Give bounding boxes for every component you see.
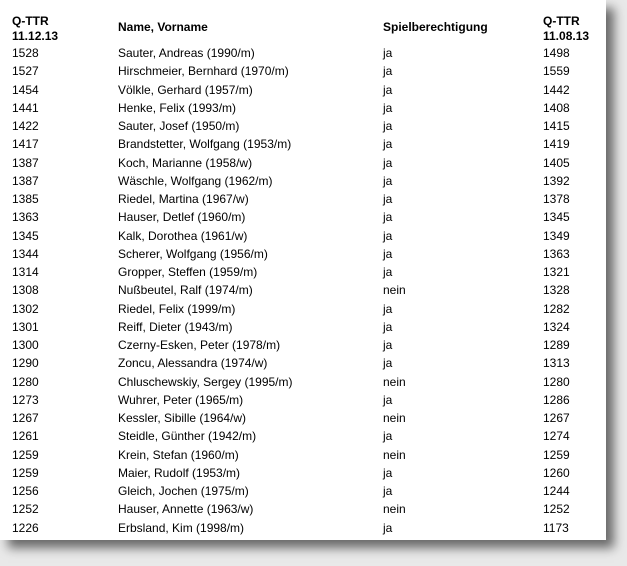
cell-qttr-old: 1289 [543, 338, 570, 353]
cell-qttr-old: 1415 [543, 119, 570, 134]
cell-name: Riedel, Martina (1967/w) [118, 192, 249, 207]
cell-qttr-old: 1498 [543, 46, 570, 61]
cell-qttr-new: 1259 [12, 447, 39, 462]
table-header [12, 8, 603, 44]
cell-name: Wäschle, Wolfgang (1962/m) [118, 173, 273, 188]
cell-qttr-new: 1273 [12, 392, 39, 407]
table-row [12, 263, 603, 281]
cell-eligibility: ja [383, 119, 393, 134]
ranking-table [12, 8, 603, 537]
cell-qttr-new: 1422 [12, 119, 39, 134]
cell-name: Krein, Stefan (1960/m) [118, 447, 239, 462]
cell-name: Riedel, Felix (1999/m) [118, 301, 236, 316]
cell-eligibility: ja [383, 392, 393, 407]
table-row [12, 336, 603, 354]
header-qttr-new-label: Q-TTR [12, 14, 49, 28]
cell-qttr-new: 1300 [12, 338, 39, 353]
table-row [12, 117, 603, 135]
table-row [12, 44, 603, 62]
table-row [12, 99, 603, 117]
table-row [12, 190, 603, 208]
cell-eligibility: ja [383, 465, 393, 480]
cell-qttr-old: 1345 [543, 210, 570, 225]
cell-qttr-old: 1280 [543, 374, 570, 389]
cell-eligibility: ja [383, 338, 393, 353]
cell-qttr-old: 1324 [543, 319, 570, 334]
header-qttr-new-date: 11.12.13 [12, 29, 59, 43]
cell-qttr-new: 1417 [12, 137, 39, 152]
cell-qttr-new: 1252 [12, 502, 39, 517]
cell-eligibility: nein [383, 502, 406, 517]
cell-name: Hirschmeier, Bernhard (1970/m) [118, 64, 289, 79]
table-row [12, 172, 603, 190]
header-qttr-new [12, 8, 118, 44]
cell-qttr-new: 1302 [12, 301, 39, 316]
header-name: Name, Vorname [118, 19, 208, 34]
cell-name: Kalk, Dorothea (1961/w) [118, 228, 248, 243]
cell-eligibility: nein [383, 374, 406, 389]
cell-qttr-old: 1267 [543, 411, 570, 426]
cell-name: Sauter, Andreas (1990/m) [118, 46, 255, 61]
cell-qttr-new: 1226 [12, 520, 39, 535]
cell-qttr-new: 1345 [12, 228, 39, 243]
table-body [12, 44, 603, 537]
cell-name: Koch, Marianne (1958/w) [118, 155, 253, 170]
table-row [12, 446, 603, 464]
cell-eligibility: ja [383, 173, 393, 188]
cell-qttr-old: 1282 [543, 301, 570, 316]
cell-name: Maier, Rudolf (1953/m) [118, 465, 241, 480]
cell-eligibility: ja [383, 64, 393, 79]
cell-qttr-old: 1173 [543, 520, 569, 535]
table-row [12, 482, 603, 500]
cell-name: Gleich, Jochen (1975/m) [118, 484, 249, 499]
cell-name: Hauser, Detlef (1960/m) [118, 210, 246, 225]
cell-name: Chluschewskiy, Sergey (1995/m) [118, 374, 293, 389]
table-row [12, 81, 603, 99]
header-qttr-old-date: 11.08.13 [543, 29, 590, 43]
cell-eligibility: ja [383, 319, 393, 334]
cell-qttr-old: 1244 [543, 484, 570, 499]
cell-name: Scherer, Wolfgang (1956/m) [118, 246, 268, 261]
table-row [12, 500, 603, 518]
cell-name: Nußbeutel, Ralf (1974/m) [118, 283, 253, 298]
cell-qttr-new: 1314 [12, 265, 39, 280]
cell-eligibility: nein [383, 283, 406, 298]
table-row [12, 300, 603, 318]
header-qttr-old [543, 8, 603, 44]
cell-name: Henke, Felix (1993/m) [118, 100, 237, 115]
cell-qttr-old: 1313 [543, 356, 570, 371]
table-row [12, 391, 603, 409]
cell-name: Kessler, Sibille (1964/w) [118, 411, 247, 426]
cell-eligibility: ja [383, 210, 393, 225]
table-row [12, 464, 603, 482]
cell-name: Steidle, Günther (1942/m) [118, 429, 257, 444]
cell-name: Sauter, Josef (1950/m) [118, 119, 240, 134]
cell-eligibility: ja [383, 429, 393, 444]
cell-qttr-old: 1321 [543, 265, 570, 280]
table-row [12, 409, 603, 427]
cell-qttr-old: 1328 [543, 283, 570, 298]
cell-eligibility: ja [383, 246, 393, 261]
table-row [12, 519, 603, 537]
cell-qttr-old: 1286 [543, 392, 570, 407]
cell-qttr-old: 1559 [543, 64, 570, 79]
header-qttr-old-label: Q-TTR [543, 14, 580, 28]
cell-qttr-old: 1405 [543, 155, 570, 170]
cell-qttr-new: 1385 [12, 192, 39, 207]
table-row [12, 281, 603, 299]
cell-qttr-new: 1301 [12, 319, 39, 334]
cell-qttr-old: 1260 [543, 465, 570, 480]
cell-qttr-old: 1252 [543, 502, 570, 517]
cell-qttr-new: 1527 [12, 64, 39, 79]
cell-qttr-new: 1528 [12, 46, 39, 61]
cell-qttr-new: 1441 [12, 100, 39, 115]
cell-eligibility: ja [383, 301, 393, 316]
cell-qttr-new: 1454 [12, 82, 39, 97]
cell-qttr-new: 1256 [12, 484, 39, 499]
table-row [12, 208, 603, 226]
cell-qttr-old: 1274 [543, 429, 570, 444]
cell-name: Hauser, Annette (1963/w) [118, 502, 254, 517]
cell-qttr-old: 1259 [543, 447, 570, 462]
cell-eligibility: nein [383, 447, 406, 462]
cell-qttr-new: 1387 [12, 173, 39, 188]
cell-name: Brandstetter, Wolfgang (1953/m) [118, 137, 292, 152]
cell-qttr-new: 1387 [12, 155, 39, 170]
table-row [12, 245, 603, 263]
cell-eligibility: ja [383, 82, 393, 97]
cell-qttr-old: 1442 [543, 82, 570, 97]
cell-eligibility: ja [383, 484, 393, 499]
table-row [12, 62, 603, 80]
cell-name: Wuhrer, Peter (1965/m) [118, 392, 244, 407]
cell-qttr-old: 1419 [543, 137, 570, 152]
cell-eligibility: ja [383, 356, 393, 371]
cell-qttr-new: 1261 [12, 429, 39, 444]
cell-qttr-old: 1408 [543, 100, 570, 115]
cell-qttr-old: 1378 [543, 192, 570, 207]
table-row [12, 227, 603, 245]
cell-eligibility: ja [383, 228, 393, 243]
cell-eligibility: ja [383, 137, 393, 152]
cell-eligibility: ja [383, 100, 393, 115]
cell-name: Czerny-Esken, Peter (1978/m) [118, 338, 281, 353]
cell-name: Erbsland, Kim (1998/m) [118, 520, 245, 535]
cell-qttr-new: 1290 [12, 356, 39, 371]
cell-name: Zoncu, Alessandra (1974/w) [118, 356, 268, 371]
table-row [12, 427, 603, 445]
table-row [12, 373, 603, 391]
table-row [12, 135, 603, 153]
cell-qttr-old: 1363 [543, 246, 570, 261]
cell-eligibility: ja [383, 265, 393, 280]
cell-name: Völkle, Gerhard (1957/m) [118, 82, 253, 97]
cell-eligibility: nein [383, 411, 406, 426]
cell-qttr-new: 1267 [12, 411, 39, 426]
table-row [12, 154, 603, 172]
table-row [12, 318, 603, 336]
cell-eligibility: ja [383, 192, 393, 207]
cell-qttr-new: 1363 [12, 210, 39, 225]
cell-qttr-new: 1259 [12, 465, 39, 480]
cell-qttr-old: 1392 [543, 173, 570, 188]
cell-eligibility: ja [383, 46, 393, 61]
cell-qttr-new: 1308 [12, 283, 39, 298]
header-eligibility: Spielberechtigung [383, 19, 488, 34]
cell-qttr-old: 1349 [543, 228, 570, 243]
table-row [12, 354, 603, 372]
cell-name: Reiff, Dieter (1943/m) [118, 319, 233, 334]
header-row [12, 8, 603, 44]
cell-qttr-new: 1344 [12, 246, 39, 261]
cell-qttr-new: 1280 [12, 374, 39, 389]
cell-eligibility: ja [383, 155, 393, 170]
cell-name: Gropper, Steffen (1959/m) [118, 265, 258, 280]
cell-eligibility: ja [383, 520, 393, 535]
